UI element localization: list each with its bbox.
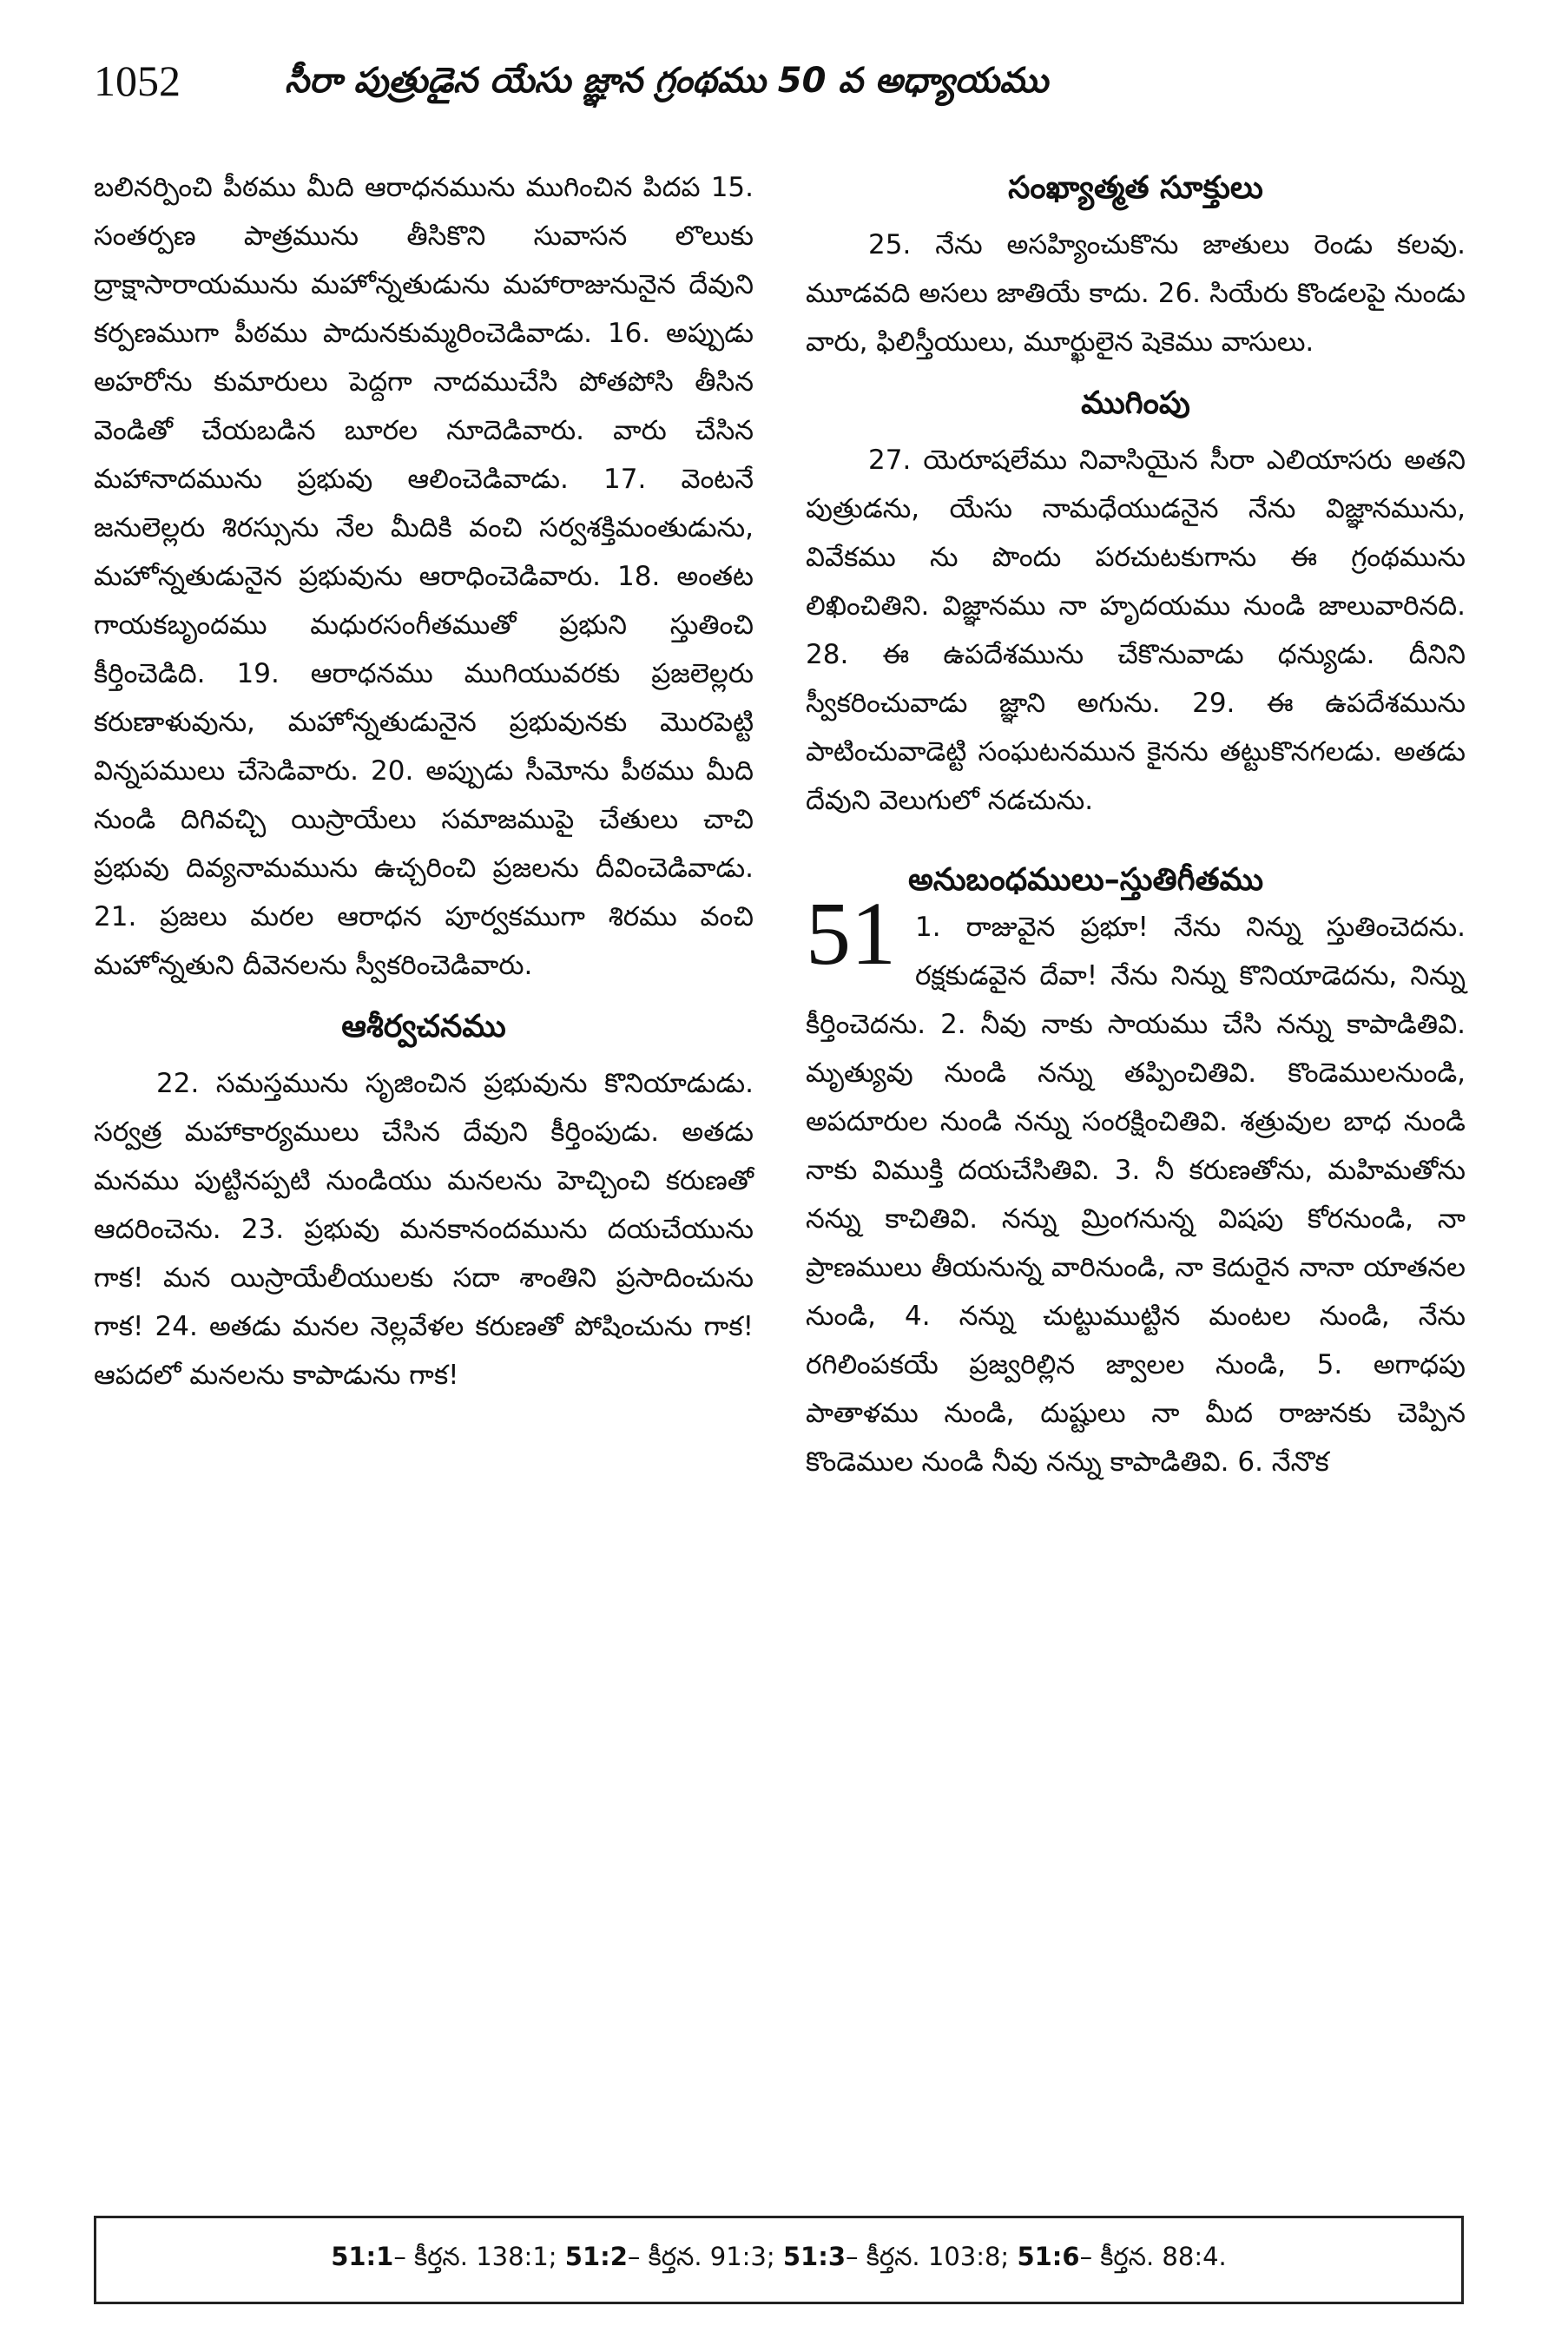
footnote-ref: 51:1 — [331, 2242, 394, 2271]
footnote-ref: 51:6 — [1017, 2242, 1080, 2271]
paragraph-verses-25-26: 25. నేను అసహ్యించుకొను జాతులు రెండు కలవు. మూడవది అసలు జాతియే కాదు. 26. సియేరు కొండలపై నుండు వారు, ఫిలిస్తీయులు, మూర్ఖులైన షెకెము వాసులు. — [806, 229, 1466, 358]
page-number: 1052 — [94, 56, 181, 105]
cross-reference-footnote — [94, 2216, 1464, 2304]
section-heading-numerical-proverbs: సంఖ్యాత్మత సూక్తులు — [1008, 170, 1263, 206]
footnote-text: – కీర్తన. 88:4. — [1079, 2242, 1227, 2271]
chapter-heading: అనుబంధములు–స్తుతిగీతము — [908, 862, 1264, 898]
footnote-ref: 51:2 — [564, 2242, 628, 2271]
paragraph-chapter-51-verses: 1. రాజువైన ప్రభూ! నేను నిన్ను స్తుతించెదను. రక్షకుడవైన దేవా! నేను నిన్ను కొనియాడెదను, నిన్ను కీర్తించెదను. 2. నీవు నాకు సాయము చేసి నన్ను కాపాడితివి. మృత్యువు నుండి నన్ను తప్పించితివి. కొండెములనుండి, అపదూరుల నుండి నన్ను సంరక్షించితివి. శత్రువుల బాధ నుండి నాకు విముక్తి దయచేసితివి. 3. నీ కరుణతోను, మహిమతోను నన్ను కాచితివి. నన్ను మ్రింగనున్న విషపు కోరనుండి, నా ప్రాణములు తీయనున్న వారినుండి, నా కెదురైన నానా యాతనల నుండి, 4. నన్ను చుట్టుముట్టిన మంటల నుండి, నేను రగిలింపకయే ప్రజ్వరిల్లిన జ్వాలల నుండి, 5. అగాధపు పాతాళము నుండి, దుష్టులు నా మీద రాజునకు చెప్పిన కొండెముల నుండి నీవు నన్ను కాపాడితివి. 6. నేనొక — [806, 912, 1466, 1478]
running-title: సీరా పుత్రుడైన యేసు జ్ఞాన గ్రంథము 50 వ అధ్యాయము — [285, 61, 1049, 101]
paragraph-verses-14-21: బలినర్పించి పీఠము మీది ఆరాధనమును ముగించిన పిదప 15. సంతర్పణ పాత్రమును తీసికొని సువాసన లొలుకు ద్రాక్షాసారాయమును మహోన్నతుడును మహారాజునునైన దేవుని కర్పణముగా పీఠము పాదునకుమ్మరించెడివాడు. 16. అప్పుడు అహరోను కుమారులు పెద్దగా నాదముచేసి పోతపోసి తీసిన వెండితో చేయబడిన బూరల నూదెడివారు. వారు చేసిన మహానాదమును ప్రభువు ఆలించెడివాడు. 17. వెంటనే జనులెల్లరు శిరస్సును నేల మీదికి వంచి సర్వశక్తిమంతుడును, మహోన్నతుడునైన ప్రభువును ఆరాధించెడివారు. 18. అంతట గాయకబృందము మధురసంగీతముతో ప్రభుని స్తుతించి కీర్తించెడిది. 19. ఆరాధనము ముగియువరకు ప్రజలెల్లరు కరుణాళువును, మహోన్నతుడునైన ప్రభువునకు మొరపెట్టి విన్నపములు చేసెడివారు. 20. అప్పుడు సీమోను పీఠము మీది నుండి దిగివచ్చి యిస్రాయేలు సమాజముపై చేతులు చాచి ప్రభువు దివ్యనామమును ఉచ్చరించి ప్రజలను దీవించెడివాడు. 21. ప్రజలు మరల ఆరాధన పూర్వకముగా శిరము వంచి మహోన్నతుని దీవెనలను స్వీకరించెడివారు. — [94, 172, 754, 981]
footnote-text: – కీర్తన. 103:8; — [846, 2242, 1018, 2271]
footnote-text: – కీర్తన. 138:1; — [393, 2242, 565, 2271]
left-column — [94, 163, 754, 1400]
footnote-ref: 51:3 — [782, 2242, 847, 2271]
right-column — [806, 163, 1466, 1486]
page-header — [94, 50, 1481, 111]
paragraph-verses-27-29: 27. యెరూషలేము నివాసియైన సీరా ఎలియాసరు అతని పుత్రుడను, యేసు నామధేయుడనైన నేను విజ్ఞానమును, వివేకము ను పొందు పరచుటకుగాను ఈ గ్రంథమును లిఖించితిని. విజ్ఞానము నా హృదయము నుండి జాలువారినది. 28. ఈ ఉపదేశమును చేకొనువాడు ధన్యుడు. దీనిని స్వీకరించువాడు జ్ఞాని అగును. 29. ఈ ఉపదేశమును పాటించువాడెట్టి సంఘటనమున కైనను తట్టుకొనగలడు. అతడు దేవుని వెలుగులో నడచును. — [806, 445, 1466, 816]
section-heading-blessing: ఆశీర్వచనము — [341, 1009, 506, 1044]
chapter-number: 51 — [806, 884, 896, 984]
footnote-text: – కీర్తన. 91:3; — [627, 2242, 783, 2271]
paragraph-verses-22-24: 22. సమస్తమును సృజించిన ప్రభువును కొనియాడుడు. సర్వత్ర మహాకార్యములు చేసిన దేవుని కీర్తింపుడు. అతడు మనము పుట్టినప్పటి నుండియు మనలను హెచ్చించి కరుణతో ఆదరించెను. 23. ప్రభువు మనకానందమును దయచేయును గాక! మన యిస్రాయేలీయులకు సదా శాంతిని ప్రసాదించును గాక! 24. అతడు మనల నెల్లవేళల కరుణతో పోషించును గాక! ఆపదలో మనలను కాపాడును గాక! — [94, 1068, 754, 1391]
chapter-51-block — [806, 858, 1466, 1486]
section-heading-conclusion: ముగింపు — [1081, 385, 1190, 421]
